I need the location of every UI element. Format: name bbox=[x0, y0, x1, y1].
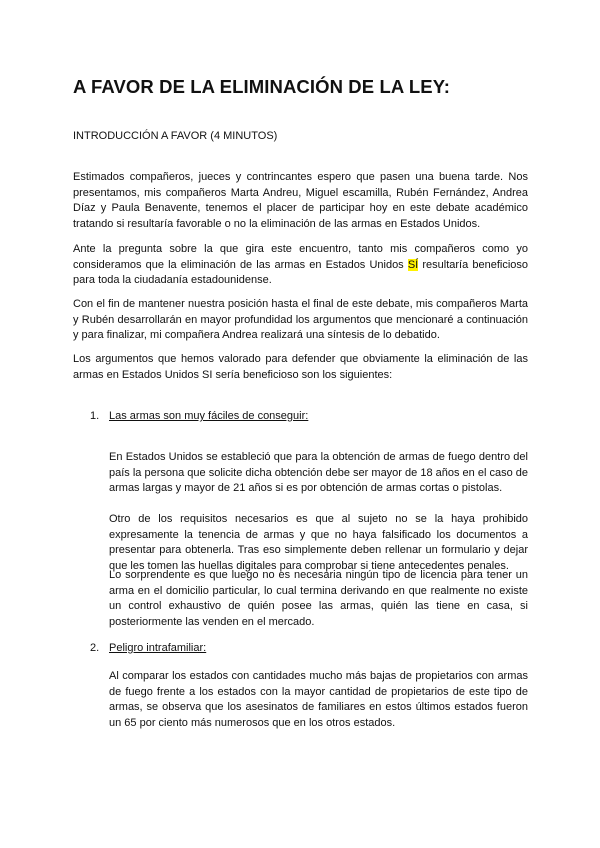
paragraph-text: resultaría beneficioso para toda la ciudadanía estadounidense. bbox=[73, 258, 529, 286]
intro-paragraph-1: Estimados compañeros, jueces y contrincantes espero que pasen una buena tarde. Nos presentamos, mis compañeros Marta Andreu, Miguel escamilla, Rubén Fernández, Andrea Díaz y Paula Benavente, tenemos el placer de participar hoy en este debate académico tratando si resultaría favorable o no la eliminación de las armas en Estados Unidos. bbox=[73, 171, 528, 230]
list-number: 1. bbox=[90, 410, 100, 422]
argument-paragraph: Lo sorprendente es que luego no es necesaria ningún tipo de licencia para tener un arma en el domicilio particular, lo cual termina derivando en que realmente no existe un control exhaustivo de quién posee las armas, quién las tiene en casa, si posteriormente las venden en el mercado. bbox=[109, 569, 528, 628]
argument-title: Peligro intrafamiliar: bbox=[109, 642, 207, 654]
argument-paragraph: Otro de los requisitos necesarios es que al sujeto no se la haya prohibido expresamente la tenencia de armas y que no haya falsificado los documentos a presentar para obtenerla. Tras eso simplemente deben rellenar un formulario y dejar que les tomen las huellas digitales para comprobar si tiene antecedentes penales. bbox=[109, 513, 528, 572]
document-title: A FAVOR DE LA ELIMINACIÓN DE LA LEY: bbox=[73, 76, 451, 97]
intro-heading: INTRODUCCIÓN A FAVOR (4 MINUTOS) bbox=[73, 130, 278, 142]
paragraph-text: Ante la pregunta sobre la que gira este encuentro, tanto mis compañeros como yo consideramos que la eliminación de las armas en Estados Unidos bbox=[73, 243, 528, 271]
intro-paragraph-3: Con el fin de mantener nuestra posición hasta el final de este debate, mis compañeros Marta y Rubén desarrollarán en mayor profundidad los argumentos que mencionaré a continuación y para finalizar, mi compañera Andrea realizará una síntesis de lo debatido. bbox=[73, 298, 528, 341]
argument-paragraph: Al comparar los estados con cantidades mucho más bajas de propietarios con armas de fuego frente a los estados con la mayor cantidad de propietarios de este tipo de armas, se observa que los asesinatos de familiares en estos últimos estados fueron un 65 por ciento más numerosos que en los otros estados. bbox=[109, 670, 528, 729]
highlighted-word: SÍ bbox=[407, 258, 419, 271]
list-number: 2. bbox=[90, 642, 100, 654]
intro-paragraph-4: Los argumentos que hemos valorado para defender que obviamente la eliminación de las armas en Estados Unidos SI sería beneficioso son los siguientes: bbox=[73, 353, 528, 381]
intro-paragraph-2 bbox=[73, 242, 528, 289]
argument-title: Las armas son muy fáciles de conseguir: bbox=[109, 410, 309, 422]
argument-paragraph: En Estados Unidos se estableció que para la obtención de armas de fuego dentro del país la persona que solicite dicha obtención debe ser mayor de 18 años en el caso de armas largas y mayor de 21 años si es por obtención de armas cortas o pistolas. bbox=[109, 451, 528, 494]
